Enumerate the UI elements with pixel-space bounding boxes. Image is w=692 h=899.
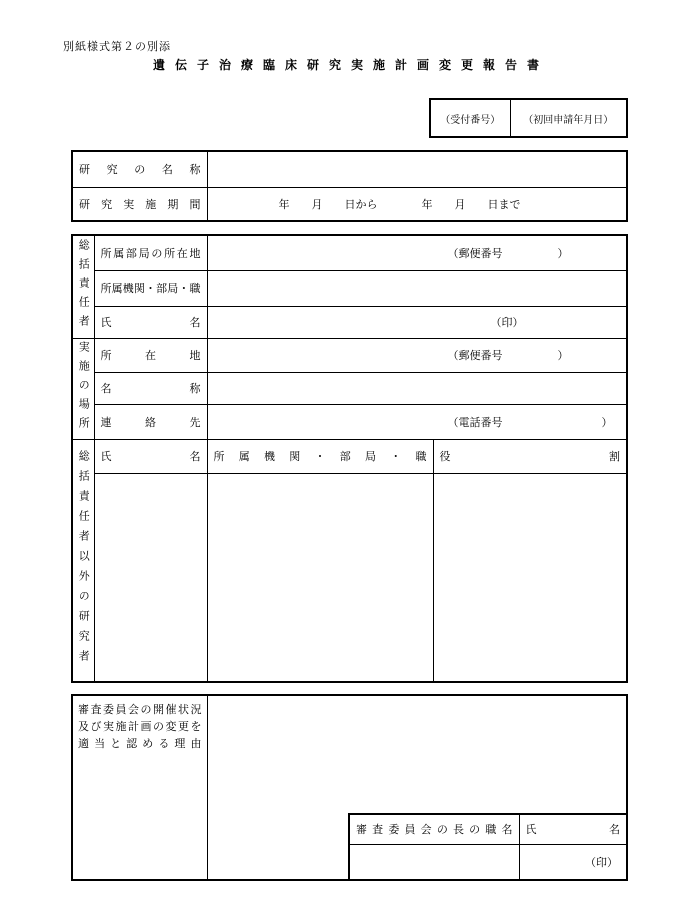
review-reason-label [72,695,207,880]
chair-name-label: 氏 名 [519,814,627,844]
director-name-label: 氏 名 [94,306,207,338]
director-address-label: 所属部局の所在地 [94,235,207,270]
review-reason-label-line2: 及び実施計画の変更を [78,721,202,733]
research-table [71,150,628,222]
research-name-label: 研 究 の 名 称 [72,151,207,187]
research-period-value-cell: 年 月 日から 年 月 日まで [207,187,627,221]
site-contact-value-cell: （電話番号 ） [207,404,627,439]
initial-application-date-cell: （初回申請年月日） [510,99,627,137]
review-reason-label-line1: 審査委員会の開催状況 [78,704,202,716]
chair-title-label: 審査委員会の長の職名 [349,814,519,844]
receipt-number-cell: （受付番号） [430,99,510,137]
researcher-role-cell [433,473,627,682]
site-address-label: 所 在 地 [94,338,207,372]
review-reason-label-line3: 適当と認める理由 [78,738,202,750]
director-affiliation-label: 所属機関・部局・職 [94,270,207,306]
research-name-value-cell [207,151,627,187]
group-label-other-researchers: 総括責任者以外の研究者 [72,439,94,682]
site-contact-label: 連 絡 先 [94,404,207,439]
director-address-value-cell: （郵便番号 ） [207,235,627,270]
researcher-name-cell [94,473,207,682]
main-table [71,234,628,683]
form-code: 別紙様式第２の別添 [63,41,171,53]
researchers-column-affiliation: 所属機関・部局・職 [207,439,433,473]
review-table [71,694,628,881]
receipt-box [429,98,628,138]
review-reason-value-cell [207,695,627,880]
site-name-label: 名 称 [94,372,207,404]
research-period-label: 研 究 実 施 期 間 [72,187,207,221]
chair-title-value-cell [349,844,519,880]
committee-chair-table [348,813,627,880]
document-title: 遺伝子治療臨床研究実施計画変更報告書 [152,58,549,72]
researcher-affiliation-cell [207,473,433,682]
researchers-row [72,473,627,682]
site-address-value-cell: （郵便番号 ） [207,338,627,372]
group-label-site: 実施の場所 [72,338,94,439]
chair-seal-cell: （印） [519,844,627,880]
researchers-column-role: 役 割 [433,439,627,473]
director-affiliation-value-cell [207,270,627,306]
site-name-value-cell [207,372,627,404]
researchers-column-name: 氏 名 [94,439,207,473]
director-name-value-cell: （印） [207,306,627,338]
group-label-director: 総括責任者 [72,235,94,338]
